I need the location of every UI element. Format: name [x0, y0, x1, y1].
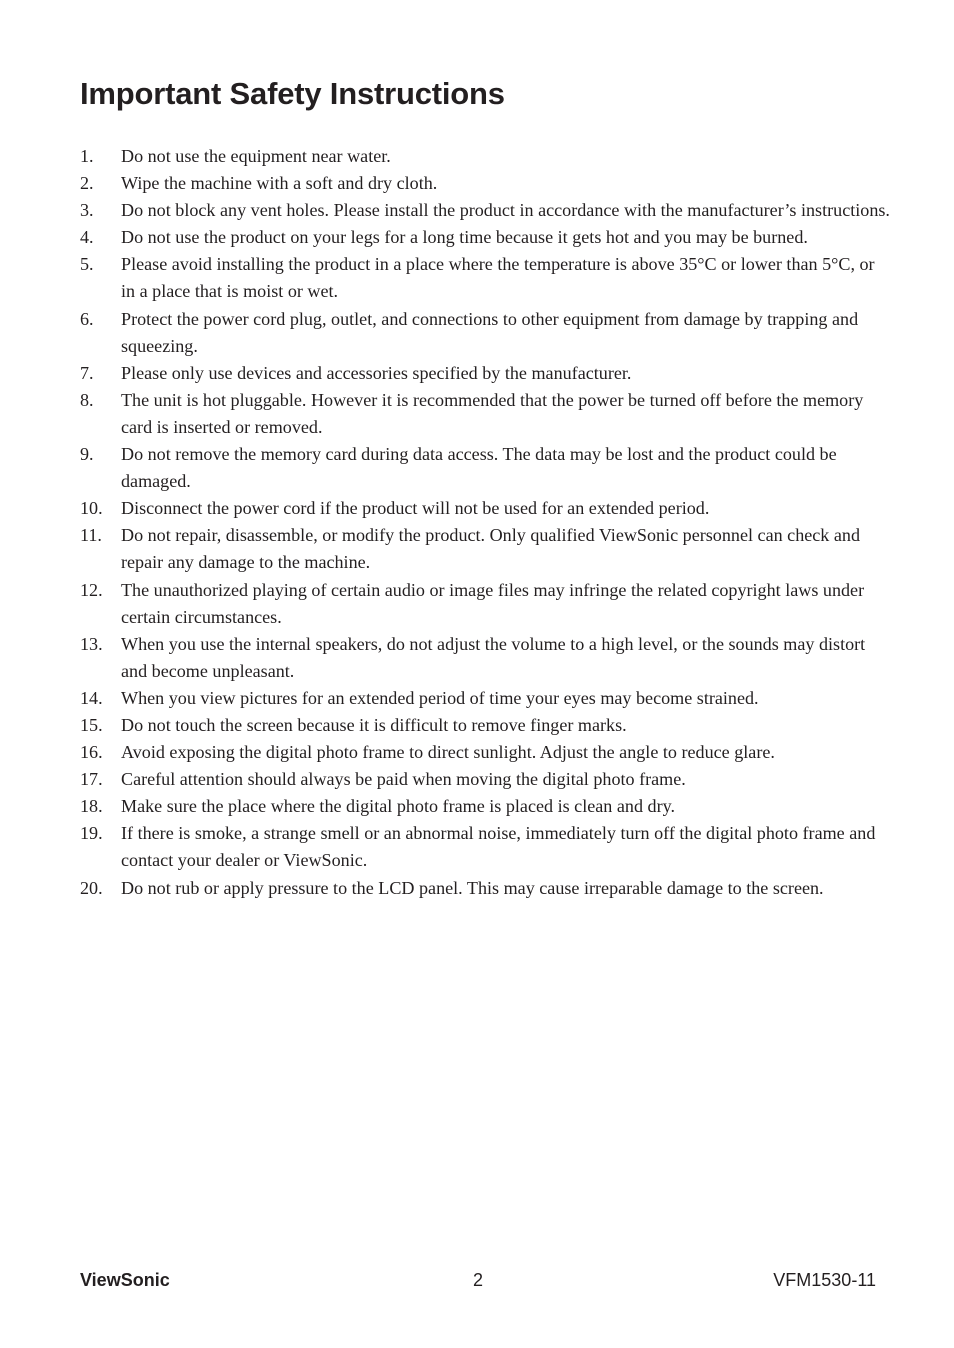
footer-page-number: 2 [472, 1270, 483, 1290]
item-text: Please avoid installing the product in a place where the temperature is above 35°C or lower than 5°C, or in a place that is moist or wet. [121, 254, 875, 302]
item-text: Do not touch the screen because it is difficult to remove finger marks. [121, 714, 627, 735]
item-number: 14. [80, 687, 103, 708]
list-item [80, 197, 890, 224]
list-item [80, 306, 890, 360]
list-item [80, 712, 890, 739]
list-item [80, 441, 890, 495]
item-number: 12. [80, 579, 103, 600]
item-text: Careful attention should always be paid when moving the digital photo frame. [121, 769, 686, 790]
item-number: 16. [80, 742, 103, 763]
page-title: Important Safety Instructions [80, 76, 505, 111]
item-number: 15. [80, 714, 103, 735]
list-item [80, 820, 890, 874]
item-text: The unauthorized playing of certain audio or image files may infringe the related copyright laws under certain circumstances. [121, 579, 865, 627]
item-text: Do not use the equipment near water. [121, 146, 391, 166]
list-item [80, 685, 890, 712]
item-text: Do not rub or apply pressure to the LCD panel. This may cause irreparable damage to the screen. [121, 877, 824, 898]
item-number: 20. [80, 877, 103, 898]
safety-instructions-list [80, 143, 890, 902]
list-item [80, 522, 890, 576]
list-item [80, 577, 890, 631]
item-text: Do not use the product on your legs for a long time because it gets hot and you may be burned. [121, 227, 808, 248]
item-text: Protect the power cord plug, outlet, and connections to other equipment from damage by trapping and squeezing. [121, 308, 859, 356]
item-text: When you use the internal speakers, do not adjust the volume to a high level, or the sounds may distort and become unpleasant. [121, 633, 866, 681]
list-item [80, 360, 890, 387]
item-text: Do not remove the memory card during data access. The data may be lost and the product could be damaged. [121, 444, 837, 492]
item-number: 18. [80, 796, 103, 817]
item-number: 4. [80, 227, 94, 248]
item-number: 2. [80, 173, 94, 194]
item-number: 1. [80, 146, 94, 166]
item-text: If there is smoke, a strange smell or an abnormal noise, immediately turn off the digital photo frame and contact your dealer or ViewSonic. [121, 823, 876, 871]
list-item [80, 739, 890, 766]
item-number: 7. [80, 362, 94, 383]
item-text: The unit is hot pluggable. However it is recommended that the power be turned off before the memory card is inserted or removed. [121, 389, 864, 437]
item-number: 9. [80, 444, 94, 465]
item-number: 6. [80, 308, 94, 329]
item-text: Make sure the place where the digital photo frame is placed is clean and dry. [121, 796, 675, 817]
list-item [80, 224, 890, 251]
list-item [80, 495, 890, 522]
list-item [80, 766, 890, 793]
item-text: Disconnect the power cord if the product will not be used for an extended period. [121, 498, 710, 519]
list-item [80, 170, 890, 197]
footer-brand: ViewSonic [80, 1270, 170, 1290]
item-text: Do not repair, disassemble, or modify the product. Only qualified ViewSonic personnel can check and repair any damage to the machine. [121, 525, 860, 573]
item-number: 13. [80, 633, 103, 654]
item-number: 10. [80, 498, 103, 519]
item-number: 17. [80, 769, 103, 790]
item-text: Wipe the machine with a soft and dry cloth. [121, 173, 438, 194]
item-text: Do not block any vent holes. Please install the product in accordance with the manufacturer’s instructions. [121, 200, 890, 221]
item-number: 3. [80, 200, 94, 221]
list-item [80, 631, 890, 685]
item-text: Avoid exposing the digital photo frame to direct sunlight. Adjust the angle to reduce glare. [121, 742, 775, 763]
list-item [80, 143, 890, 170]
item-text: When you view pictures for an extended period of time your eyes may become strained. [121, 687, 759, 708]
item-text: Please only use devices and accessories specified by the manufacturer. [121, 362, 632, 383]
footer-model-number: VFM1530-11 [773, 1270, 876, 1290]
list-item [80, 387, 890, 441]
list-item [80, 251, 890, 305]
item-number: 11. [80, 525, 102, 546]
item-number: 5. [80, 254, 94, 275]
item-number: 8. [80, 389, 94, 410]
list-item [80, 793, 890, 820]
list-item [80, 875, 890, 902]
item-number: 19. [80, 823, 103, 844]
page-footer [80, 1268, 876, 1292]
